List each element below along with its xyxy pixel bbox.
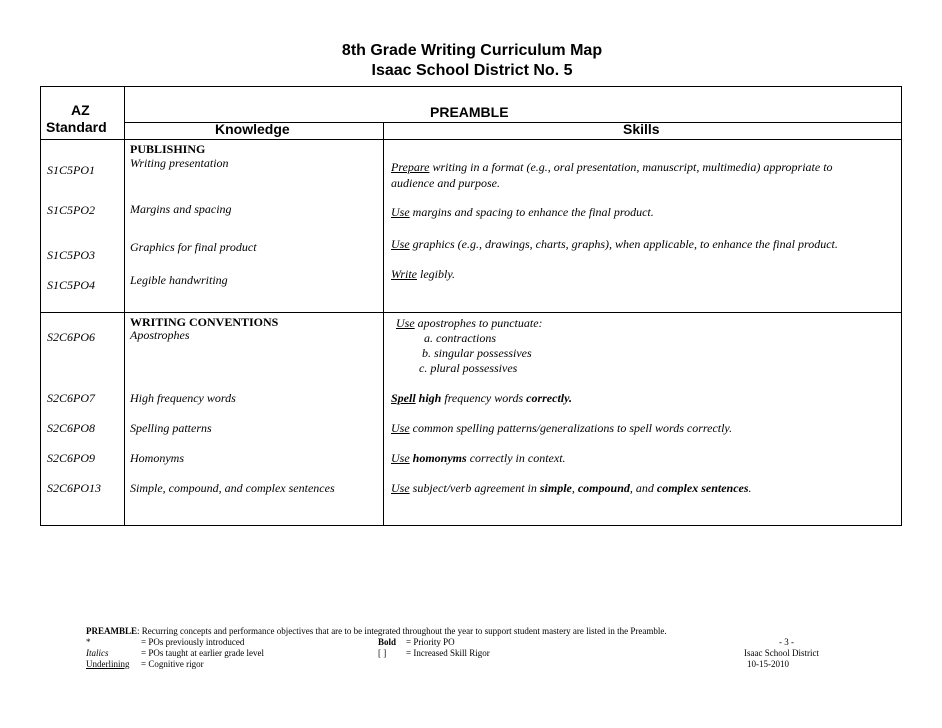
knowledge-header: Knowledge	[215, 121, 290, 137]
skill-verb: Use	[391, 421, 410, 435]
skill-text: legibly.	[417, 267, 455, 281]
preamble-header: PREAMBLE	[430, 104, 509, 120]
row-skill	[391, 391, 572, 406]
legend-brackets-text: = Increased Skill Rigor	[406, 648, 490, 658]
skill-text: .	[748, 481, 752, 495]
legend-underlining: Underlining	[86, 659, 130, 669]
row-knowledge: Homonyms	[130, 451, 184, 465]
footer-preamble-text: : Recurring concepts and performance objectives that are to be integrated throughout the year to support student mastery are listed in the Preamble.	[137, 626, 667, 636]
skill-subitem: c. plural possessives	[419, 361, 518, 375]
skill-text: writing in a format (e.g., oral presentation, manuscript, multimedia) appropriate to	[429, 160, 833, 174]
footer-preamble-label: PREAMBLE	[86, 626, 138, 636]
row-code: S2C6PO9	[47, 451, 95, 465]
skill-verb: Use	[391, 237, 410, 251]
table-top-border	[40, 86, 902, 87]
skill-bold: complex sentences	[656, 481, 749, 495]
row-knowledge: Margins and spacing	[130, 202, 232, 216]
legend-underlining-text: = Cognitive rigor	[141, 659, 204, 669]
skill-text: common spelling patterns/generalizations to spell words correctly.	[409, 421, 733, 435]
row-knowledge: Graphics for final product	[130, 240, 257, 254]
row-knowledge: High frequency words	[130, 391, 236, 405]
skill-bold: homonyms	[412, 451, 467, 465]
row-code: S2C6PO13	[47, 481, 101, 495]
skill-verb: Write	[391, 267, 417, 281]
section-publishing: PUBLISHING	[130, 142, 206, 156]
skill-bold: correctly.	[526, 391, 572, 405]
row-knowledge: Simple, compound, and complex sentences	[130, 481, 335, 495]
skill-verb: Use	[396, 316, 415, 330]
skill-text: , and	[629, 481, 657, 495]
skill-text: correctly in context.	[466, 451, 566, 465]
row-knowledge: Writing presentation	[130, 156, 229, 170]
knowledge-column-divider	[383, 122, 384, 526]
row-code: S1C5PO2	[47, 203, 95, 217]
table-bottom-border	[40, 525, 902, 526]
skill-verb: Use	[391, 205, 410, 219]
legend-bold: Bold	[378, 637, 397, 647]
skill-bold: simple	[539, 481, 572, 495]
skill-bold: high	[418, 391, 442, 405]
footer-district: Isaac School District	[744, 648, 819, 658]
header-bottom-border	[40, 139, 902, 140]
skill-text: graphics (e.g., drawings, charts, graphs), when applicable, to enhance the final product.	[409, 237, 838, 251]
page-number: - 3 -	[779, 637, 794, 647]
skill-verb: Use	[391, 481, 410, 495]
skill-text: frequency words	[441, 391, 527, 405]
skill-subitem: a. contractions	[424, 331, 496, 345]
skill-verb: Prepare	[391, 160, 430, 174]
row-skill	[391, 421, 732, 436]
row-code: S2C6PO6	[47, 330, 95, 344]
document-title: 8th Grade Writing Curriculum Map	[341, 42, 603, 59]
legend-bold-text: = Priority PO	[406, 637, 455, 647]
row-skill	[391, 267, 455, 282]
row-skill	[391, 451, 566, 466]
footer-date: 10-15-2010	[747, 659, 789, 669]
row-skill	[396, 316, 543, 331]
document-subtitle: Isaac School District No. 5	[371, 62, 573, 79]
az-header: AZ	[71, 102, 90, 118]
section-divider	[40, 312, 902, 313]
skill-text: margins and spacing to enhance the final product.	[409, 205, 654, 219]
skills-header: Skills	[623, 121, 660, 137]
section-writing-conventions: WRITING CONVENTIONS	[130, 315, 279, 329]
legend-brackets: [ ]	[378, 648, 387, 658]
row-code: S1C5PO4	[47, 278, 95, 292]
row-code: S2C6PO7	[47, 391, 95, 405]
skill-text: apostrophes to punctuate:	[414, 316, 543, 330]
row-knowledge: Legible handwriting	[130, 273, 228, 287]
skill-verb: Use	[391, 451, 410, 465]
row-skill	[391, 481, 752, 496]
row-skill-continued: audience and purpose.	[391, 176, 500, 190]
standard-header: Standard	[46, 119, 107, 135]
table-right-border	[901, 86, 902, 526]
row-knowledge: Spelling patterns	[130, 421, 212, 435]
legend-star: *	[86, 637, 91, 647]
legend-italics-text: = POs taught at earlier grade level	[141, 648, 265, 658]
row-skill	[391, 205, 654, 220]
row-skill	[391, 160, 833, 175]
legend-italics: Italics	[86, 648, 109, 658]
skill-verb: Spell	[391, 391, 416, 405]
skill-subitem: b. singular possessives	[422, 346, 532, 360]
skill-bold: compound	[577, 481, 630, 495]
footer-preamble-note	[86, 626, 667, 637]
row-code: S1C5PO3	[47, 248, 95, 262]
row-code: S1C5PO1	[47, 163, 95, 177]
skill-text: subject/verb agreement in	[409, 481, 540, 495]
row-skill	[391, 237, 838, 252]
row-code: S2C6PO8	[47, 421, 95, 435]
row-knowledge: Apostrophes	[130, 328, 190, 342]
legend-star-text: = POs previously introduced	[141, 637, 245, 647]
table-left-border	[40, 86, 41, 526]
skill-text: ,	[571, 481, 578, 495]
az-column-divider	[124, 86, 125, 526]
